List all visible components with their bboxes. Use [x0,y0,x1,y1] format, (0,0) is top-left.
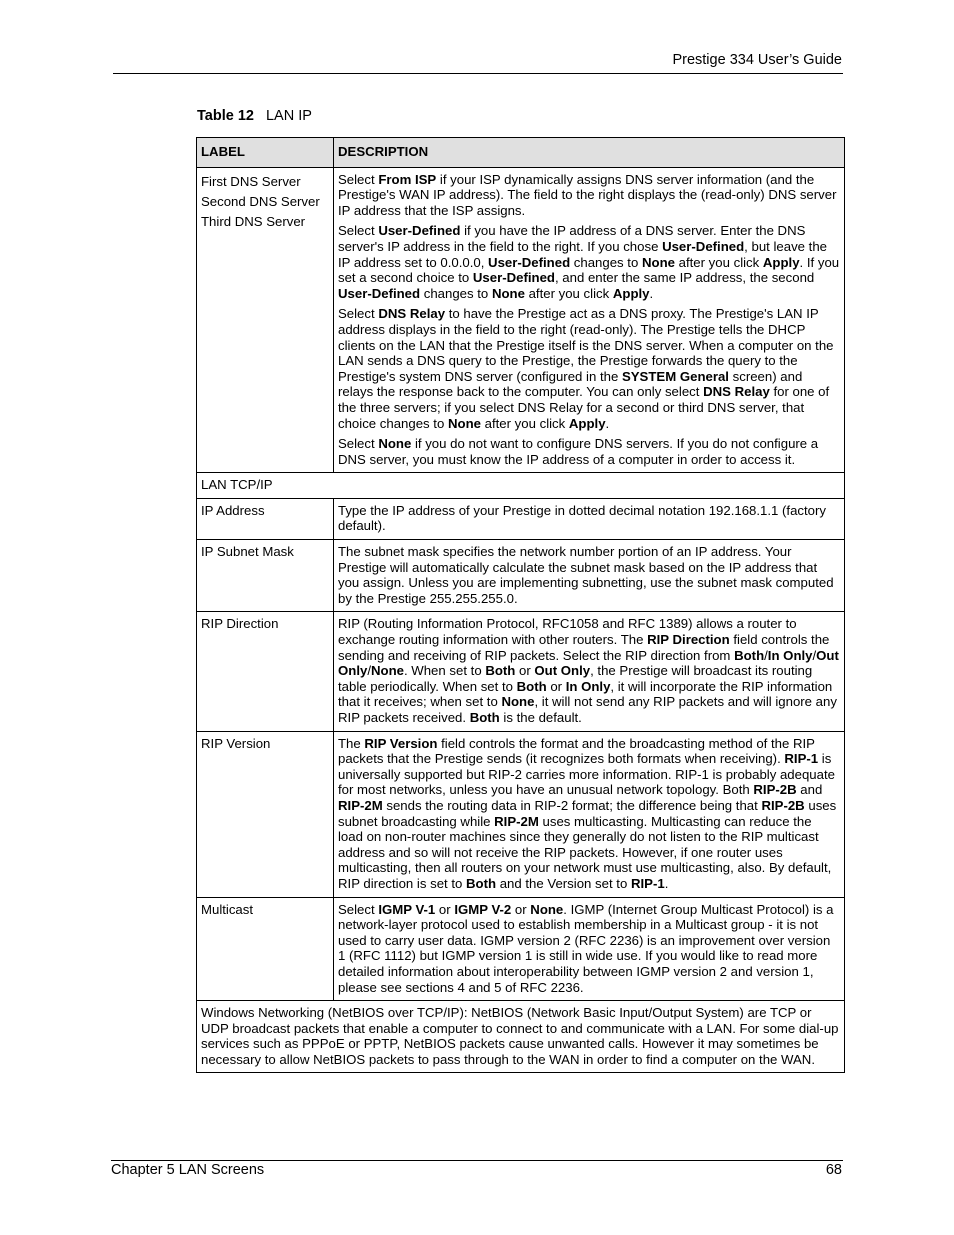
bold-term: Out Only [338,647,839,679]
table-row [197,540,845,612]
lan-tcpip-section: LAN TCP/IP [197,473,845,499]
bold-term: IGMP V-1 [378,901,436,917]
netbios-section: Windows Networking (NetBIOS over TCP/IP): NetBIOS (Network Basic Input/Output System) are TCP or UDP broadcast packets that enable a computer to connect to and communicate with a LAN. For some dial-up services such as PPPoE or PPTP, NetBIOS packets cause unwanted calls. However it may sometimes be necessary to allow NetBIOS packets to pass through to the WAN in order to find a computer on the WAN. [197,1001,845,1073]
bold-term: In Only [565,678,611,694]
table-row [197,612,845,731]
bold-term: RIP-2B [753,782,797,798]
table-row [197,731,845,897]
bold-term: User-Defined [338,285,421,301]
bold-term: IGMP V-2 [454,901,512,917]
running-header: Prestige 334 User’s Guide [672,52,842,68]
bold-term: None [447,415,481,431]
subnet-mask-description: The subnet mask specifies the network number portion of an IP address. Your Prestige will automatically calculate the subnet mask based on the IP address that you assign. Unless you are implementing subnetting, use the subnet mask computed by the Prestige 255.255.255.0. [334,540,845,612]
bold-term: Apply [612,285,650,301]
table-number: Table 12 [197,108,254,124]
bold-term: User-Defined [378,223,461,239]
dns-user-defined-paragraph: Select User-Defined if you have the IP address of a DNS server. Enter the DNS server's IP address in the field to the right. If you chose User-Defined, but leave the IP address set to 0.0.0.0, User-Defined changes to None after you click Apply. If you set a second choice to User-Defined, and enter the same IP address, the second User-Defined changes to None after you click Apply. [338,223,840,301]
bold-term: Apply [762,254,800,270]
table-row [197,473,845,499]
rip-direction-label: RIP Direction [197,612,334,731]
lan-ip-table [196,137,845,1073]
bold-term: None [378,436,412,452]
bold-term: In Only [767,647,813,663]
bold-term: User-Defined [472,270,555,286]
bold-term: None [530,901,564,917]
subnet-mask-label: IP Subnet Mask [197,540,334,612]
rip-version-label: RIP Version [197,731,334,897]
bold-term: Both [485,663,516,679]
table-row [197,167,845,473]
bold-term: None [641,254,675,270]
bold-term: RIP-2M [494,813,539,829]
label-column-header: LABEL [197,138,334,168]
third-dns-label: Third DNS Server [201,213,306,229]
bold-term: Both [734,647,765,663]
table-row [197,897,845,1001]
bold-term: SYSTEM General [621,368,729,384]
bold-term: Both [469,710,500,725]
bold-term: Both [516,678,547,694]
multicast-description: Select IGMP V-1 or IGMP V-2 or None. IGMP (Internet Group Multicast Protocol) is a network-layer protocol used to establish membership in a Multicast group - it is not used to carry user data. IGMP version 2 (RFC 2236) is an improvement over version 1 (RFC 1112) but IGMP version 1 is still in wide use. If you would like to read more detailed information about interoperability between IGMP version 2 and version 1, please see sections 4 and 5 of RFC 2236. [334,897,845,1001]
ip-address-description: Type the IP address of your Prestige in dotted decimal notation 192.168.1.1 (factory default). [334,498,845,539]
bold-term: Out Only [534,663,591,679]
rip-version-description: The RIP Version field controls the format and the broadcasting method of the RIP packets that the Prestige sends (it recognizes both formats when receiving). RIP-1 is universally supported but RIP-2 carries more information. RIP-1 is probably adequate for most networks, unless you have an unusual network topology. Both RIP-2B and RIP-2M sends the routing data in RIP-2 format; the difference being that RIP-2B uses subnet broadcasting while RIP-2M uses multicasting. Multicasting can reduce the load on non-router machines since they generally do not listen to the RIP multicast address and so will not receive the RIP packets. However, if one router uses multicasting, then all routers on your network must use multicasting, also. By default, RIP direction is set to Both and the Version set to RIP-1. [334,731,845,897]
bold-term: RIP-2B [761,797,805,813]
bold-term: RIP-1 [784,751,819,767]
bold-term: RIP-1 [630,875,665,891]
bold-term: Both [466,875,497,891]
footer-chapter: Chapter 5 LAN Screens [111,1162,265,1178]
bold-term: RIP-2M [338,797,383,813]
bold-term: DNS Relay [703,384,770,400]
footer-rule [111,1160,843,1161]
bold-term: None [491,285,525,301]
ip-address-label: IP Address [197,498,334,539]
first-dns-label: First DNS Server [201,173,301,189]
dns-label-cell [197,167,334,473]
header-rule [113,73,843,74]
dns-description [334,167,845,473]
dns-from-isp-paragraph: Select From ISP if your ISP dynamically assigns DNS server information (and the Prestige's WAN IP address). The field to the right displays the (read-only) DNS server IP address that the ISP assigns. [338,171,837,218]
table-caption [197,108,312,124]
table-row [197,1001,845,1073]
table-title: LAN IP [265,108,312,124]
second-dns-label: Second DNS Server [201,193,320,209]
table-header-row [197,138,845,168]
bold-term: None [501,694,535,710]
table-row [197,498,845,539]
bold-term: Apply [568,415,606,431]
bold-term: User-Defined [488,254,571,270]
dns-none-paragraph: Select None if you do not want to configure DNS servers. If you do not configure a DNS server, you must know the IP address of a computer in order to access it. [338,436,819,467]
bold-term: RIP Version [364,735,438,751]
description-column-header: DESCRIPTION [334,138,845,168]
dns-relay-paragraph: Select DNS Relay to have the Prestige act as a DNS proxy. The Prestige's LAN IP address displays in the field to the right (read-only). The Prestige tells the DHCP clients on the LAN that the Prestige itself is the DNS server. When a computer on the LAN sends a DNS query to the Prestige, the Prestige forwards the query to the Prestige's system DNS server (configured in the SYSTEM General screen) and relays the response back to the computer. You can only select DNS Relay for one of the three servers; if you select DNS Relay for a second or third DNS server, that choice changes to None after you click Apply. [338,306,834,431]
page-number: 68 [825,1162,842,1178]
bold-term: None [370,663,404,679]
bold-term: DNS Relay [378,306,446,322]
bold-term: From ISP [378,171,437,187]
rip-direction-description: RIP (Routing Information Protocol, RFC1058 and RFC 1389) allows a router to exchange routing information with other routers. The RIP Direction field controls the sending and receiving of RIP packets. Select the RIP direction from Both/In Only/Out Only/None. When set to Both or Out Only, the Prestige will broadcast its routing table periodically. When set to Both or In Only, it will incorporate the RIP information that it receives; when set to None, it will not send any RIP packets and will ignore any RIP packets received. Both is the default. [334,612,845,731]
multicast-label: Multicast [197,897,334,1001]
bold-term: User-Defined [662,238,745,254]
bold-term: RIP Direction [647,632,730,648]
